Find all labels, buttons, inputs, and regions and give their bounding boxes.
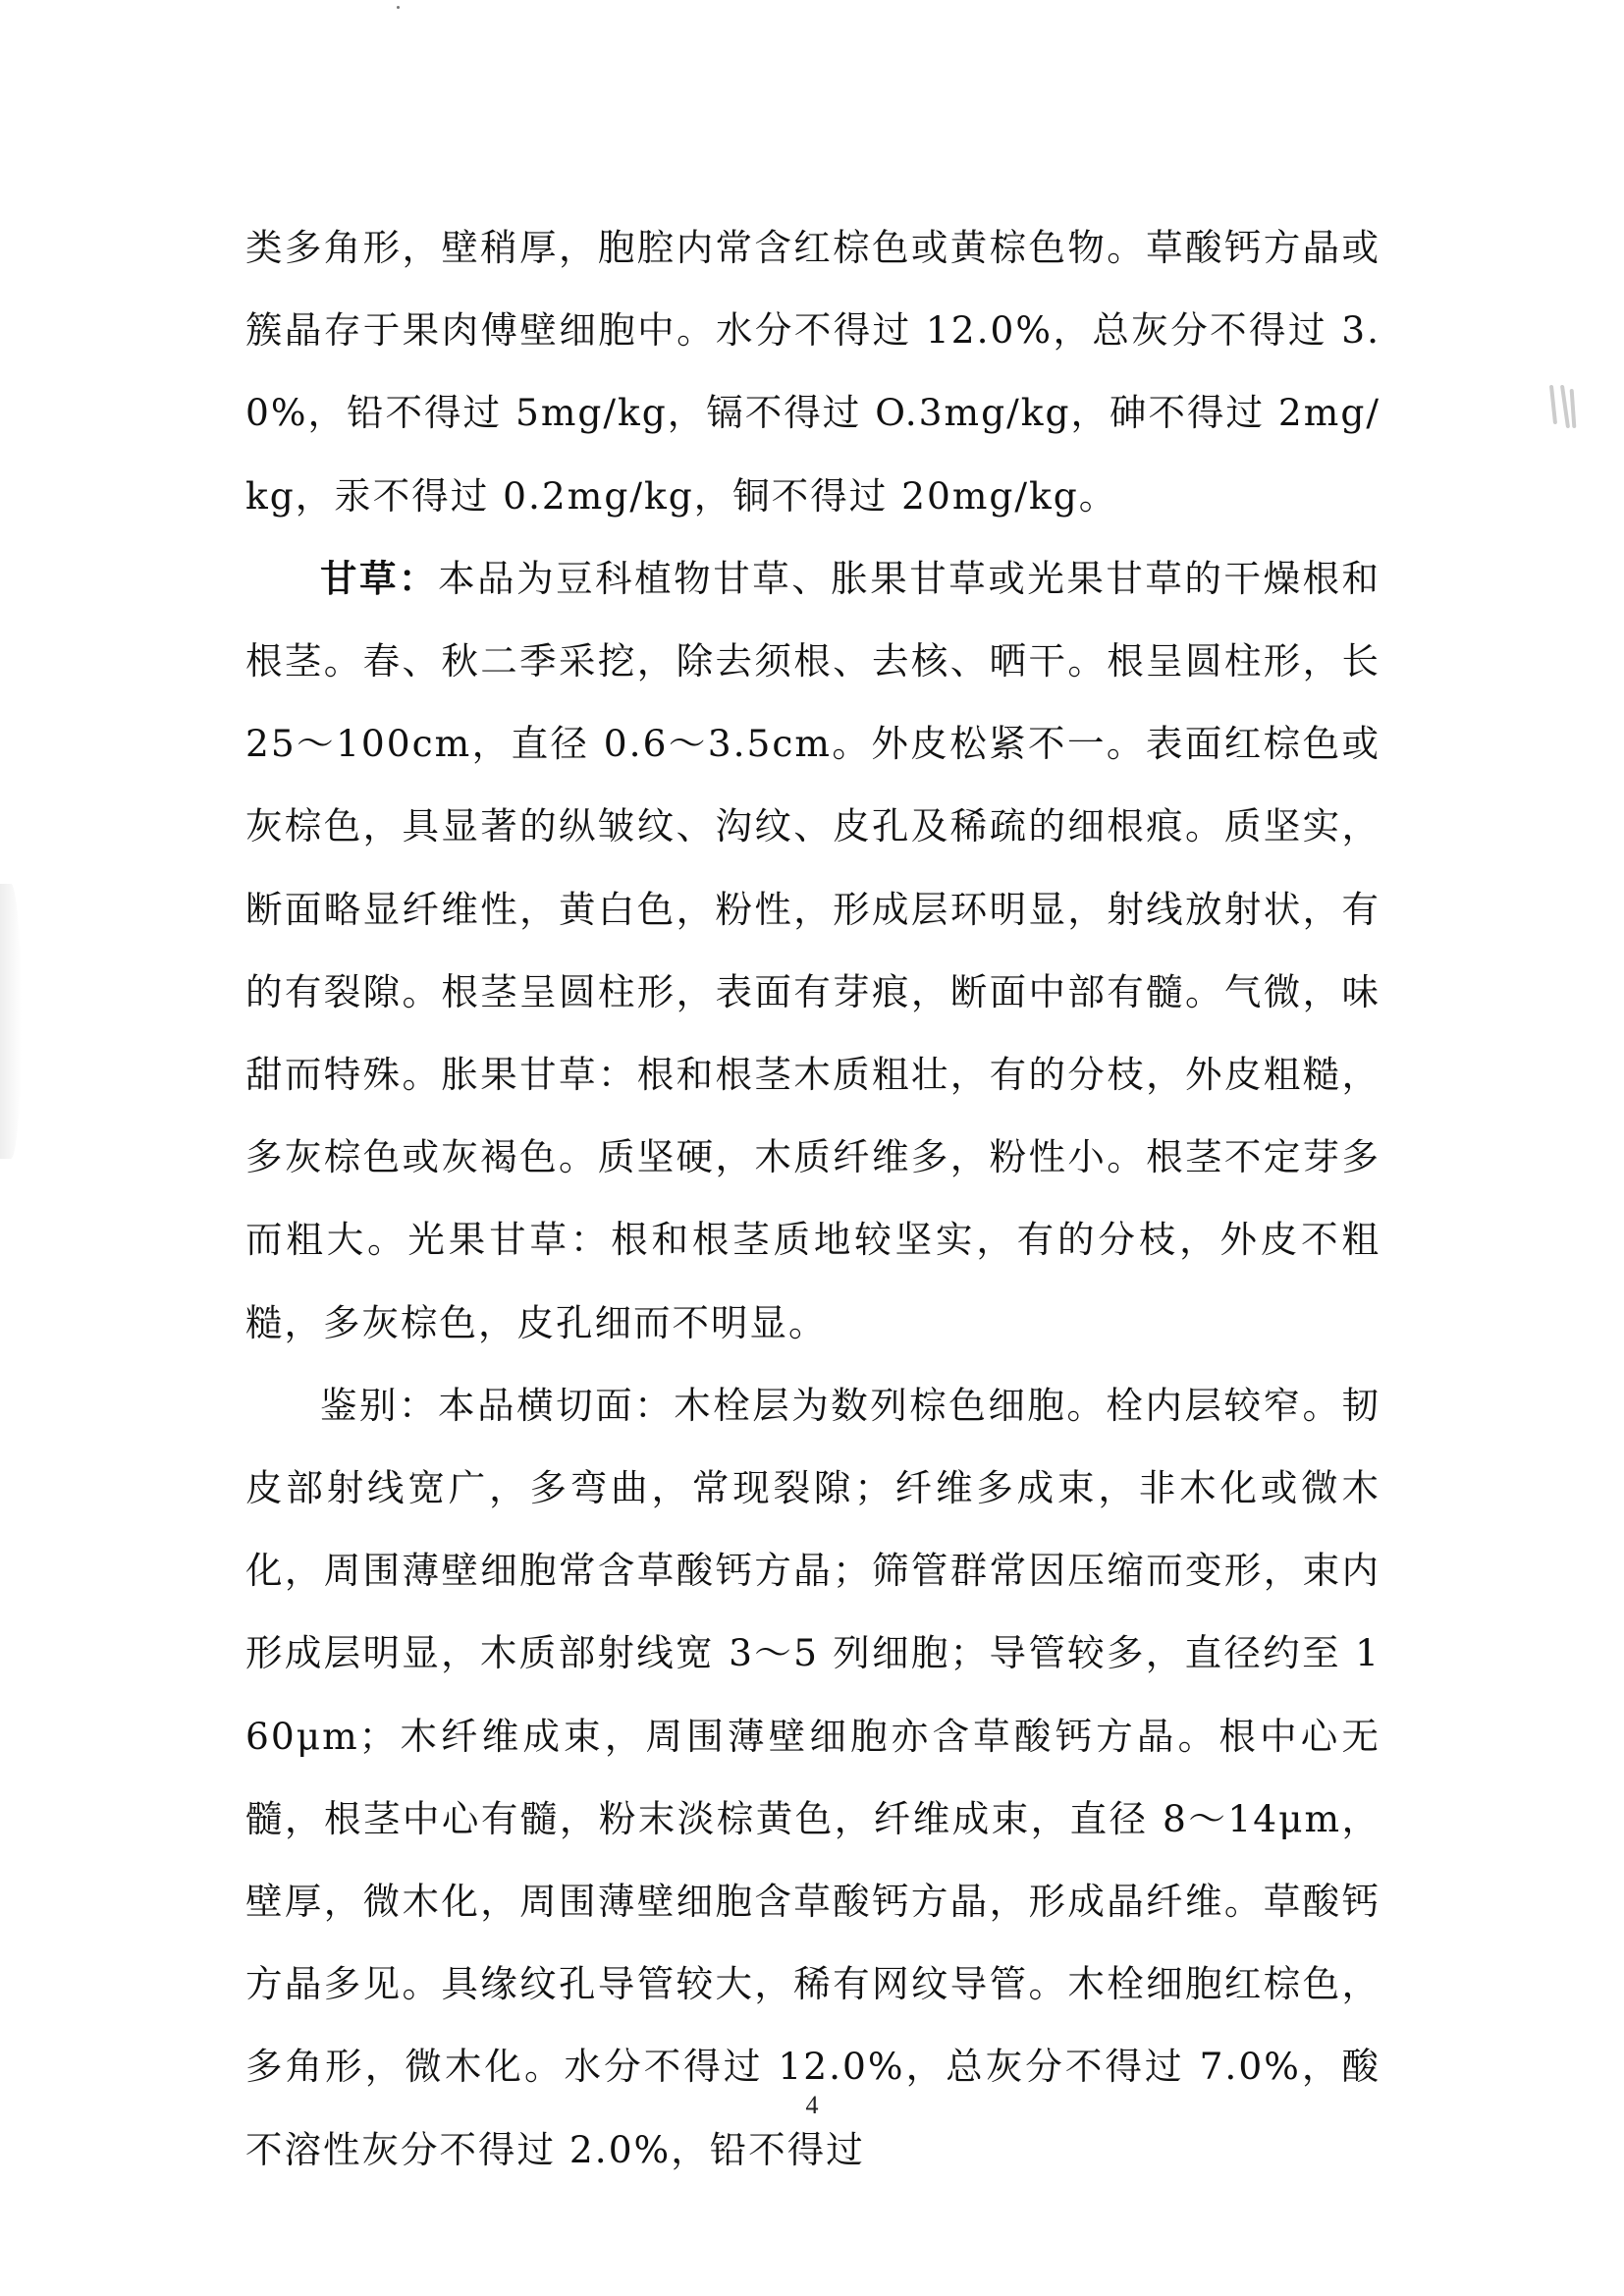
document-body (245, 206, 1380, 2191)
scan-edge-shadow (0, 884, 22, 1159)
page-number: 4 (805, 2091, 819, 2119)
scan-speck (397, 6, 400, 9)
paragraph-identification: 鉴别：本品横切面：木栓层为数列棕色细胞。栓内层较窄。韧皮部射线宽广，多弯曲，常现裂隙；纤维多成束，非木化或微木化，周围薄壁细胞常含草酸钙方晶；筛管群常因压缩而变形，束内形成层明显，木质部射线宽 3～5 列细胞；导管较多，直径约至 160μm；木纤维成束，周围薄壁细胞亦含草酸钙方晶。根中心无髓，根茎中心有髓，粉末淡棕黄色，纤维成束，直径 8～14μm，壁厚，微木化，周围薄壁细胞含草酸钙方晶，形成晶纤维。草酸钙方晶多见。具缘纹孔导管较大，稀有网纹导管。木栓细胞红棕色，多角形，微木化。水分不得过 12.0%，总灰分不得过 7.0%，酸不溶性灰分不得过 2.0%，铅不得过 (245, 1383, 1380, 2171)
paragraph-gancao (245, 537, 1380, 1364)
paragraph-continuation: 类多角形，壁稍厚，胞腔内常含红棕色或黄棕色物。草酸钙方晶或簇晶存于果肉傅壁细胞中。水分不得过 12.0%，总灰分不得过 3.0%，铅不得过 5mg/kg，镉不得过 O.3mg/kg，砷不得过 2mg/kg，汞不得过 0.2mg/kg，铜不得过 20mg/kg。 (245, 226, 1380, 518)
paragraph-gancao-text: 本品为豆科植物甘草、胀果甘草或光果甘草的干燥根和根茎。春、秋二季采挖，除去须根、去核、晒干。根呈圆柱形，长 25～100cm，直径 0.6～3.5cm。外皮松紧不一。表面红棕色或灰棕色，具显著的纵皱纹、沟纹、皮孔及稀疏的细根痕。质坚实，断面略显纤维性，黄白色，粉性，形成层环明显，射线放射状，有的有裂隙。根茎呈圆柱形，表面有芽痕，断面中部有髓。气微，味甜而特殊。胀果甘草：根和根茎木质粗壮，有的分枝，外皮粗糙，多灰棕色或灰褐色。质坚硬，木质纤维多，粉性小。根茎不定芽多而粗大。光果甘草：根和根茎质地较坚实，有的分枝，外皮不粗糙，多灰棕色，皮孔细而不明显。 (245, 556, 1381, 1344)
scan-artifact-marks (1549, 385, 1589, 432)
term-heading-gancao: 甘草： (320, 556, 439, 600)
